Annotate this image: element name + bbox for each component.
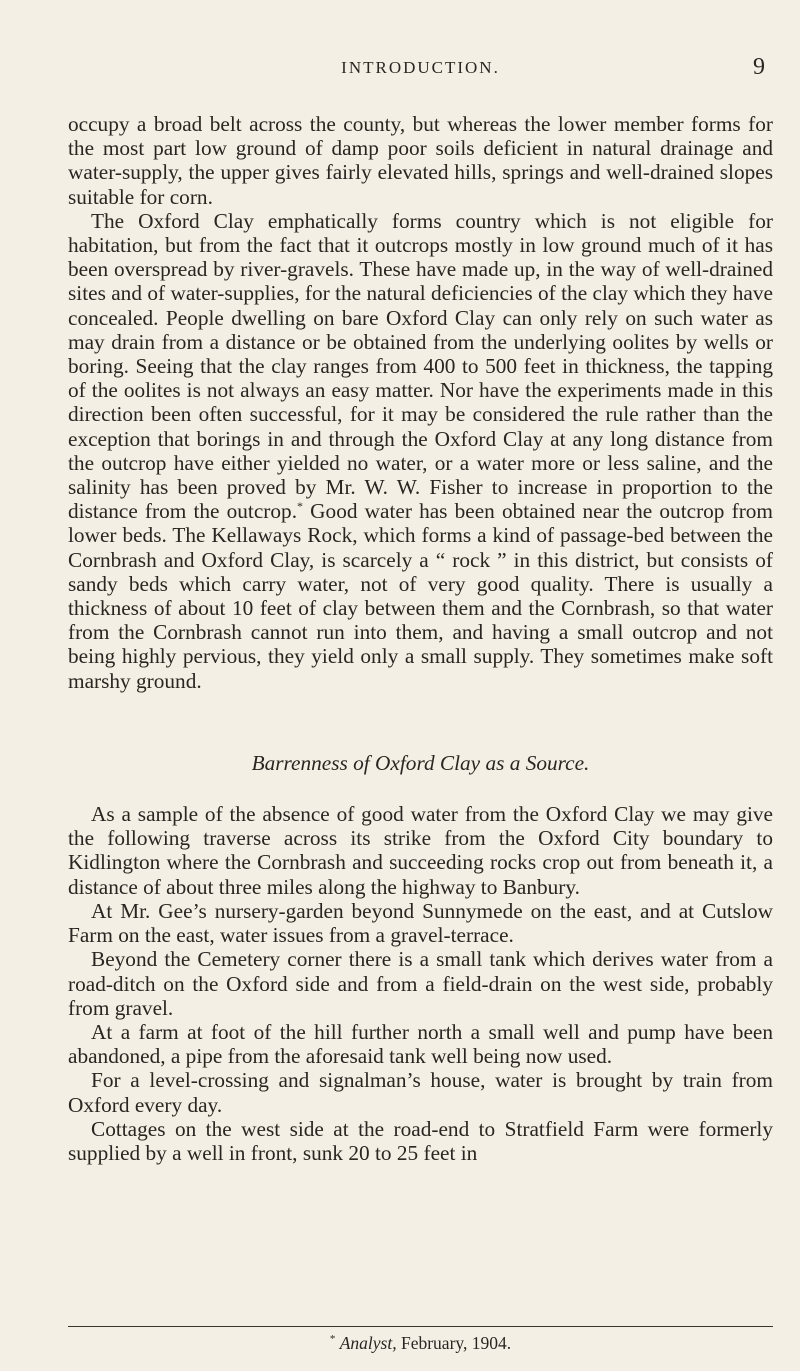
running-head	[68, 54, 773, 84]
footnote-source: Analyst,	[339, 1333, 397, 1353]
body-text	[68, 112, 773, 1165]
page-number: 9	[753, 54, 765, 80]
footnote-reference[interactable]: *	[297, 499, 304, 514]
book-page	[68, 0, 773, 1371]
paragraph-level-crossing: For a level-crossing and signalman’s house, water is brought by train from Oxford every day.	[68, 1068, 773, 1117]
paragraph-oxford-clay	[68, 209, 773, 693]
running-title: INTRODUCTION.	[341, 58, 500, 77]
footnote-date: February, 1904.	[396, 1333, 512, 1353]
paragraph-nursery-garden: At Mr. Gee’s nursery-garden beyond Sunnymede on the east, and at Cutslow Farm on the east, water issues from a gravel-terrace.	[68, 898, 773, 948]
section-heading: Barrenness of Oxford Clay as a Source.	[251, 750, 590, 775]
footnote-mark: *	[329, 1333, 336, 1346]
paragraph-farm-well: At a farm at foot of the hill further north a small well and pump have been abandoned, a pipe from the aforesaid tank well being now used.	[68, 1019, 773, 1069]
paragraph-cottages: Cottages on the west side at the road-end to Stratfield Farm were formerly supplied by a well in front, sunk 20 to 25 feet in	[68, 1116, 773, 1165]
paragraph-text: The Oxford Clay emphatically forms country which is not eligible for habitation, but from the fact that it outcrops mostly in low ground much of it has been overspread by river-gravels. These have made up, in the way of well-drained sites and of water-supplies, for the natural deficiencies of the clay which they have concealed. People dwelling on bare Oxford Clay can only rely on such water as may drain from a distance or be obtained from the underlying oolites by wells or boring. Seeing that the clay ranges from 400 to 500 feet in thickness, the tapping of the oolites is not always an easy matter. Nor have the experiments made in this direction been often successful, for it may be considered the rule rather than the exception that borings in and through the Oxford Clay at any long distance from the outcrop have either yielded no water, or a water more or less saline, and the salinity has been proved by Mr. W. W. Fisher to increase in proportion to the distance from the outcrop.	[68, 208, 773, 524]
paragraph-continued: occupy a broad belt across the county, but whereas the lower member forms for the most part low ground of damp poor soils deficient in natural drainage and water-supply, the upper gives fairly elevated hills, springs and well-drained slopes suitable for corn.	[68, 112, 773, 209]
paragraph-sample: As a sample of the absence of good water from the Oxford Clay we may give the following traverse across its strike from the Oxford City boundary to Kidlington where the Cornbrash and succeeding rocks crop out from beneath it, a distance of about three miles along the highway to Banbury.	[68, 802, 773, 899]
footnote	[68, 1333, 773, 1354]
paragraph-cemetery-tank: Beyond the Cemetery corner there is a small tank which derives water from a road-ditch on the Oxford side and from a field-drain on the west side, probably from gravel.	[68, 947, 773, 1020]
paragraph-text: Good water has been obtained near the outcrop from lower beds. The Kellaways Rock, which forms a kind of passage-bed between the Cornbrash and Oxford Clay, is scarcely a “ rock ” in this district, but consists of sandy beds which carry water, not of very good quality. There is usually a thickness of about 10 feet of clay between them and the Cornbrash, so that water from the Cornbrash cannot run into them, and having a small outcrop and not being highly pervious, they yield only a small supply. They sometimes make soft marshy ground.	[68, 499, 773, 693]
footnote-divider	[68, 1326, 773, 1327]
